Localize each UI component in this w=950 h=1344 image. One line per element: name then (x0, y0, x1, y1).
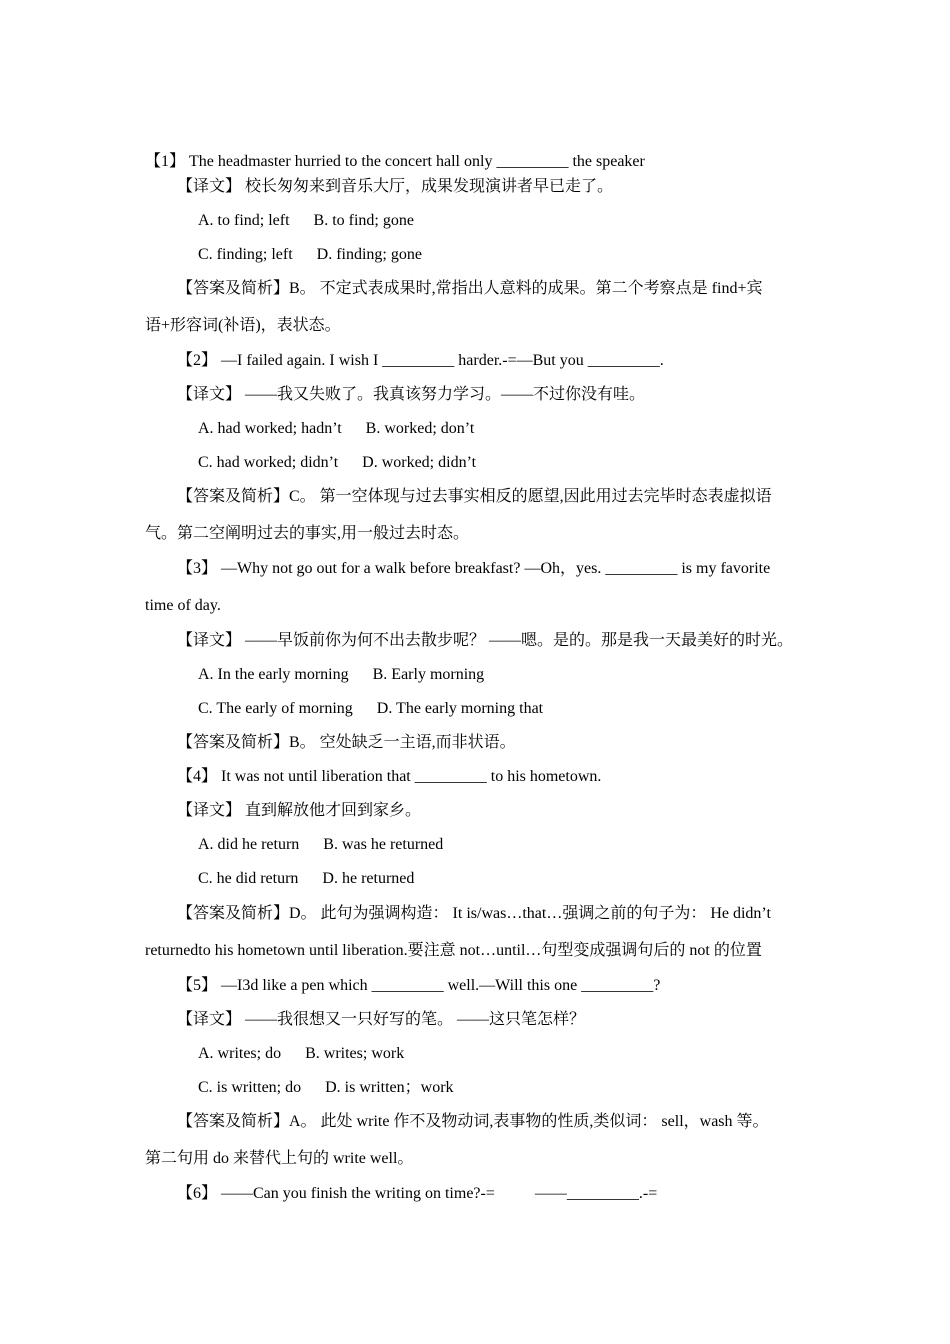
question-5-translation: 【译文】 ——我很想又一只好写的笔。 ——这只笔怎样？ (177, 1011, 586, 1028)
question-2-translation: 【译文】 ——我又失败了。我真该努力学习。——不过你没有哇。 (177, 386, 646, 403)
question-4-answer: 【答案及简析】D。 此句为强调构造： It is/was…that…强调之前的句子为： He didn’t (177, 905, 771, 922)
question-3-translation: 【译文】 ——早饭前你为何不出去散步呢？ ——嗯。是的。那是我一天最美好的时光。 (177, 632, 794, 649)
question-4-answer-cont: returnedto his hometown until liberation.要注意 not…until…句型变成强调句后的 not 的位置 (145, 942, 762, 959)
question-5-answer: 【答案及简析】A。 此处 write 作不及物动词,表事物的性质,类似词： sell，wash 等。 (177, 1113, 769, 1130)
question-6-stem: 【6】 ——Can you finish the writing on time?-= ——_________.-= (177, 1185, 658, 1202)
question-4-translation: 【译文】 直到解放他才回到家乡。 (177, 802, 422, 819)
question-5-stem: 【5】 —I3d like a pen which _________ well.—Will this one _________? (177, 977, 661, 994)
question-1-options-cd: C. finding; left D. finding; gone (198, 246, 422, 263)
question-3-answer: 【答案及简析】B。 空处缺乏一主语,而非状语。 (177, 734, 516, 751)
question-4-options-ab: A. did he return B. was he returned (198, 836, 444, 853)
question-3-stem: 【3】 —Why not go out for a walk before breakfast? —Oh，yes. _________ is my favorite (177, 560, 771, 577)
question-1-answer-cont: 语+形容词(补语)，表状态。 (145, 317, 341, 334)
question-1-stem: 【1】 The headmaster hurried to the concert hall only _________ the speaker (145, 153, 645, 170)
question-1-translation: 【译文】 校长匆匆来到音乐大厅，成果发现演讲者早已走了。 (177, 178, 614, 195)
question-5-options-ab: A. writes; do B. writes; work (198, 1045, 405, 1062)
question-5-answer-cont: 第二句用 do 来替代上句的 write well。 (145, 1150, 414, 1167)
question-5-options-cd: C. is written; do D. is written；work (198, 1079, 454, 1096)
question-2-options-ab: A. had worked; hadn’t B. worked; don’t (198, 420, 475, 437)
question-2-answer-cont: 气。第二空阐明过去的事实,用一般过去时态。 (145, 525, 470, 542)
question-2-options-cd: C. had worked; didn’t D. worked; didn’t (198, 454, 477, 471)
question-3-options-ab: A. In the early morning B. Early morning (198, 666, 485, 683)
question-1-options-ab: A. to find; left B. to find; gone (198, 212, 414, 229)
question-2-answer: 【答案及简析】C。 第一空体现与过去事实相反的愿望,因此用过去完毕时态表虚拟语 (177, 488, 772, 505)
question-3-stem-cont: time of day. (145, 597, 221, 614)
question-1-answer: 【答案及简析】B。 不定式表成果时,常指出人意料的成果。第二个考察点是 find+宾 (177, 280, 763, 297)
question-3-options-cd: C. The early of morning D. The early morning that (198, 700, 544, 717)
question-2-stem: 【2】 —I failed again. I wish I _________ harder.-=—But you _________. (177, 352, 664, 369)
question-4-stem: 【4】 It was not until liberation that _________ to his hometown. (177, 768, 602, 785)
question-4-options-cd: C. he did return D. he returned (198, 870, 415, 887)
